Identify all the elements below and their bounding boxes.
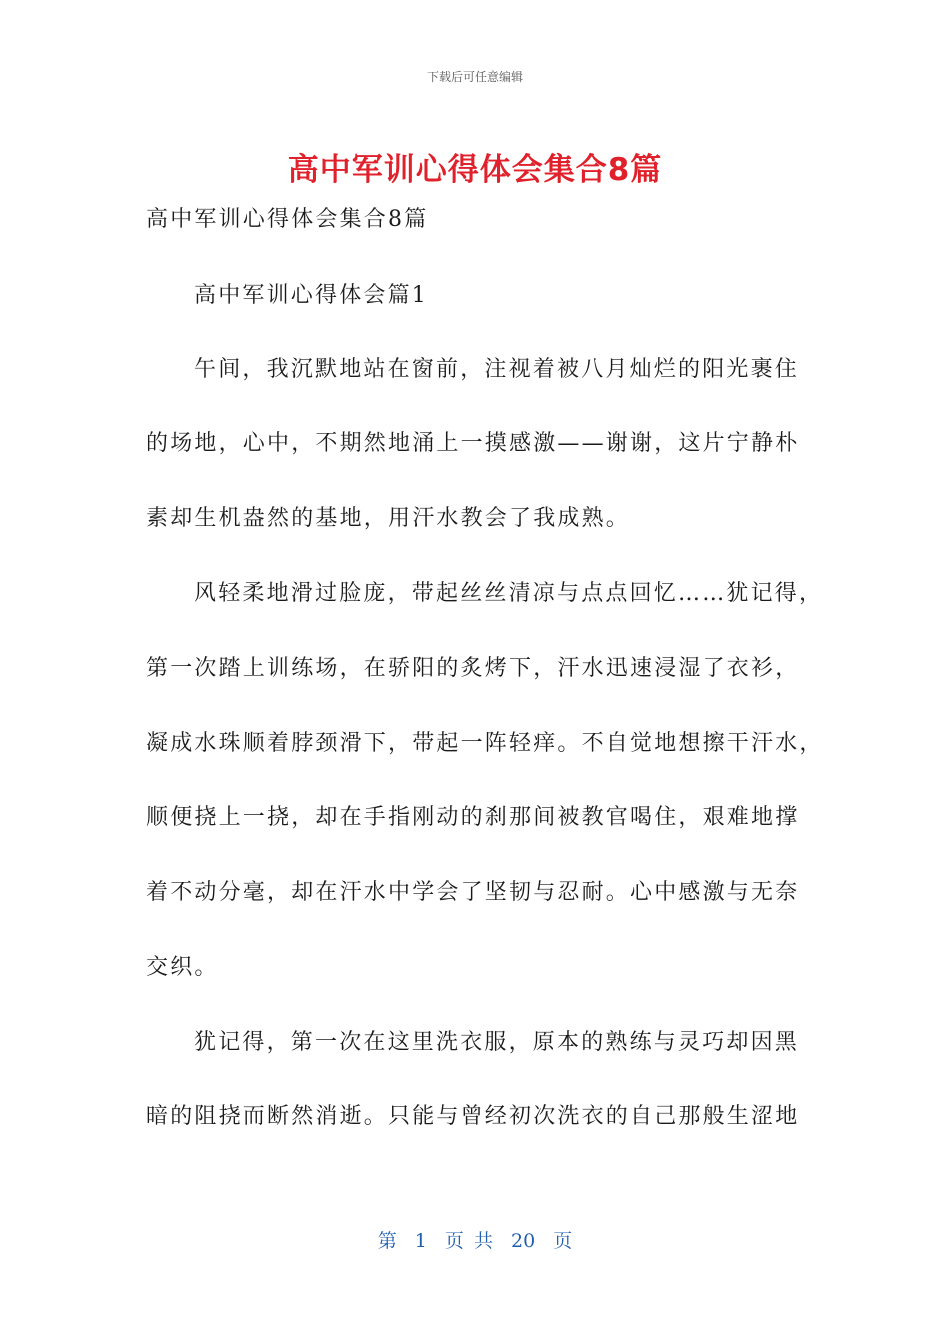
footer-middle: 页 共 (444, 1230, 493, 1252)
footer-prefix: 第 (377, 1230, 397, 1252)
footer-current-page: 1 (414, 1230, 427, 1252)
paragraph-line: 凝成水珠顺着脖颈滑下，带起一阵轻痒。不自觉地想擦干汗水， (146, 731, 824, 756)
paragraph-line: 犹记得，第一次在这里洗衣服，原本的熟练与灵巧却因黑 (194, 1030, 800, 1055)
paragraph-line: 第一次踏上训练场，在骄阳的炙烤下，汗水迅速浸湿了衣衫， (146, 656, 800, 681)
paragraph-line: 的场地，心中，不期然地涌上一摸感激——谢谢，这片宁静朴 (146, 431, 800, 456)
paragraph-line: 暗的阻挠而断然消逝。只能与曾经初次洗衣的自己那般生涩地 (146, 1104, 800, 1129)
footer-total-pages: 20 (511, 1230, 536, 1252)
paragraph-line: 交织。 (146, 955, 219, 980)
paragraph-line: 高中军训心得体会集合8篇 (146, 207, 429, 232)
document-title: 高中军训心得体会集合8篇 (287, 152, 663, 188)
footer-suffix: 页 (553, 1230, 573, 1252)
paragraph-line: 午间，我沉默地站在窗前，注视着被八月灿烂的阳光裹住 (194, 357, 800, 382)
paragraph-line: 着不动分毫，却在汗水中学会了坚韧与忍耐。心中感激与无奈 (146, 880, 800, 905)
paragraph-line: 风轻柔地滑过脸庞，带起丝丝清凉与点点回忆……犹记得， (194, 581, 824, 606)
header-note: 下载后可任意编辑 (426, 70, 523, 84)
paragraph-line: 高中军训心得体会篇1 (194, 283, 428, 308)
paragraph-line: 顺便挠上一挠，却在手指刚动的刹那间被教官喝住，艰难地撑 (146, 805, 800, 830)
paragraph-line: 素却生机盎然的基地，用汗水教会了我成熟。 (146, 506, 631, 531)
page-footer (0, 1226, 950, 1253)
